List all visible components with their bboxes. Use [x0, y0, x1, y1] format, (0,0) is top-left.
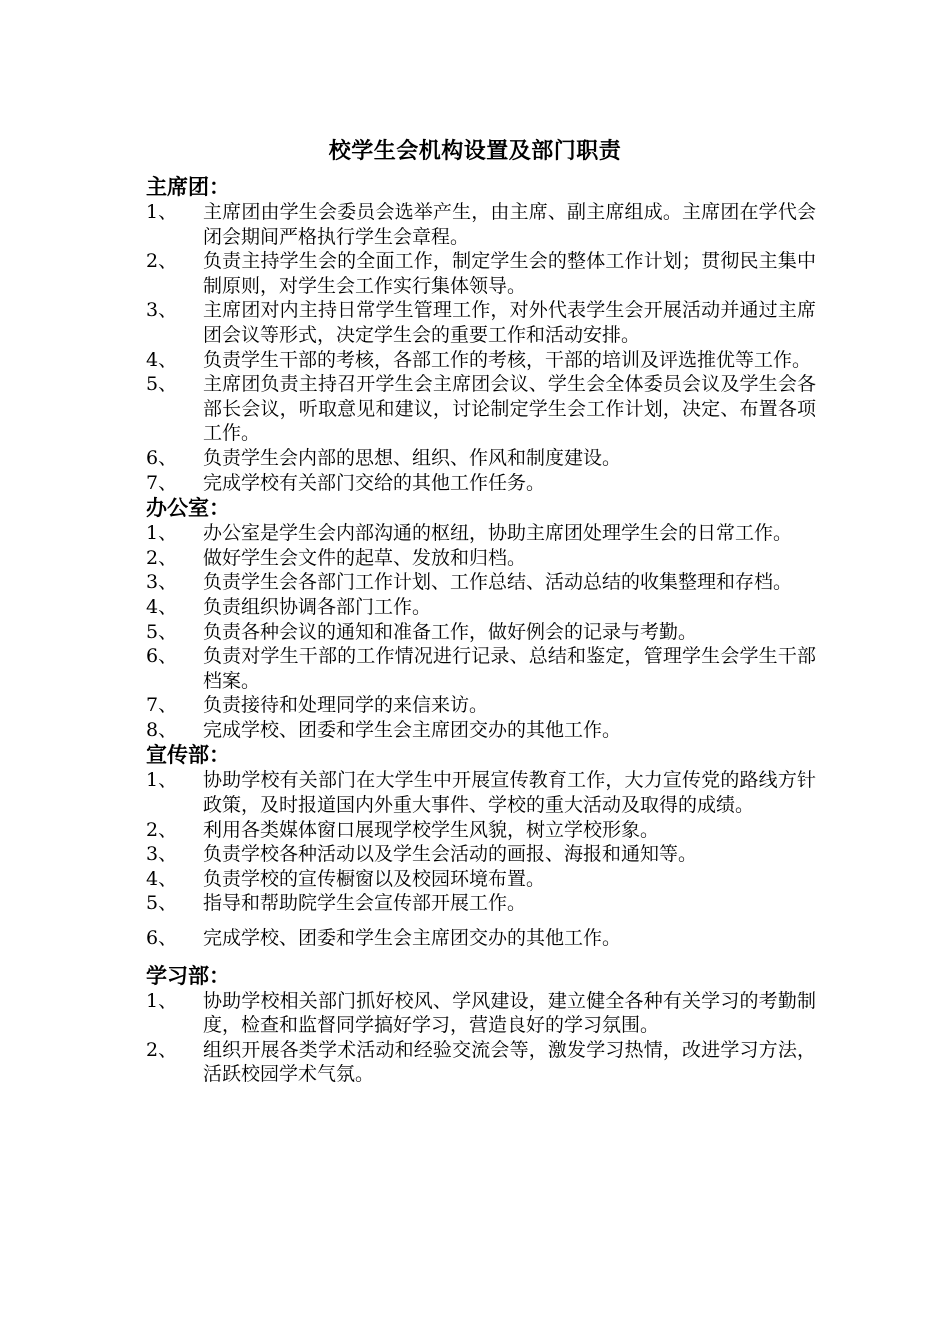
item-number: 6、 [146, 927, 178, 950]
list-item [146, 348, 816, 373]
item-text: 负责对学生干部的工作情况进行记录、总结和鉴定，管理学生会学生干部档案。 [203, 645, 816, 692]
item-number: 1、 [146, 989, 178, 1012]
duty-list [146, 200, 816, 495]
item-number: 1、 [146, 522, 178, 545]
list-item [146, 446, 816, 471]
item-text: 完成学校有关部门交给的其他工作任务。 [203, 471, 546, 494]
item-text: 负责学生干部的考核，各部工作的考核，干部的培训及评选推优等工作。 [203, 348, 812, 371]
item-text: 主席团对内主持日常学生管理工作，对外代表学生会开展活动并通过主席团会议等形式，决定学生会的重要工作和活动安排。 [203, 299, 816, 346]
list-item [146, 249, 816, 298]
section-presidium [146, 174, 816, 495]
list-item [146, 570, 816, 595]
item-number: 3、 [146, 571, 178, 594]
list-item [146, 1038, 816, 1087]
list-item [146, 718, 816, 743]
list-item [146, 989, 816, 1038]
section-heading: 主席团： [146, 174, 230, 199]
item-text: 负责学校的宣传橱窗以及校园环境布置。 [203, 867, 546, 890]
item-text: 负责学生会内部的思想、组织、作风和制度建设。 [203, 446, 622, 469]
list-item [146, 620, 816, 645]
item-number: 5、 [146, 892, 178, 915]
item-number: 5、 [146, 620, 178, 643]
list-item [146, 595, 816, 620]
item-text: 办公室是学生会内部沟通的枢纽，协助主席团处理学生会的日常工作。 [203, 522, 793, 545]
list-item [146, 471, 816, 496]
duty-list [146, 521, 816, 742]
item-text: 做好学生会文件的起草、发放和归档。 [203, 546, 527, 569]
list-item [146, 867, 816, 892]
item-number: 2、 [146, 818, 178, 841]
list-item [146, 521, 816, 546]
item-text: 负责学生会各部门工作计划、工作总结、活动总结的收集整理和存档。 [203, 571, 793, 594]
document-body [146, 174, 816, 1087]
item-number: 2、 [146, 1038, 178, 1061]
item-number: 2、 [146, 546, 178, 569]
list-item [146, 926, 816, 951]
item-number: 6、 [146, 645, 178, 668]
item-text: 完成学校、团委和学生会主席团交办的其他工作。 [203, 927, 622, 950]
item-text: 负责主持学生会的全面工作，制定学生会的整体工作计划；贯彻民主集中制原则，对学生会工作实行集体领导。 [203, 250, 816, 297]
item-number: 7、 [146, 471, 178, 494]
list-item [146, 372, 816, 446]
item-number: 2、 [146, 250, 178, 273]
item-number: 3、 [146, 299, 178, 322]
list-item [146, 298, 816, 347]
list-item [146, 842, 816, 867]
item-number: 8、 [146, 718, 178, 741]
list-item [146, 768, 816, 817]
item-number: 4、 [146, 348, 178, 371]
item-text: 负责组织协调各部门工作。 [203, 595, 432, 618]
section-office [146, 495, 816, 742]
item-text: 指导和帮助院学生会宣传部开展工作。 [203, 892, 527, 915]
duty-list [146, 768, 816, 950]
item-text: 利用各类媒体窗口展现学校学生风貌，树立学校形象。 [203, 818, 660, 841]
list-item [146, 818, 816, 843]
item-text: 组织开展各类学术活动和经验交流会等，激发学习热情，改进学习方法，活跃校园学术气氛。 [203, 1038, 816, 1086]
list-item [146, 644, 816, 693]
document-title: 校学生会机构设置及部门职责 [328, 138, 622, 164]
section-publicity [146, 742, 816, 950]
section-study [146, 963, 816, 1087]
item-number: 4、 [146, 867, 178, 890]
section-heading: 办公室： [146, 495, 230, 521]
item-number: 1、 [146, 769, 178, 792]
list-item [146, 200, 816, 249]
list-item [146, 891, 816, 916]
item-text: 负责各种会议的通知和准备工作，做好例会的记录与考勤。 [203, 620, 698, 643]
item-text: 完成学校、团委和学生会主席团交办的其他工作。 [203, 718, 622, 741]
item-number: 7、 [146, 694, 178, 717]
item-text: 负责学校各种活动以及学生会活动的画报、海报和通知等。 [203, 843, 698, 866]
section-heading: 宣传部： [146, 742, 230, 768]
item-text: 主席团负责主持召开学生会主席团会议、学生会全体委员会议及学生会各部长会议，听取意见和建议，讨论制定学生会工作计划，决定、布置各项工作。 [203, 373, 816, 445]
item-number: 4、 [146, 595, 178, 618]
item-number: 3、 [146, 843, 178, 866]
item-text: 协助学校相关部门抓好校风、学风建设，建立健全各种有关学习的考勤制度，检查和监督同学搞好学习，营造良好的学习氛围。 [203, 989, 816, 1037]
list-item [146, 693, 816, 718]
duty-list [146, 989, 816, 1087]
item-text: 主席团由学生会委员会选举产生，由主席、副主席组成。主席团在学代会闭会期间严格执行学生会章程。 [203, 201, 816, 248]
item-number: 1、 [146, 201, 178, 223]
item-text: 负责接待和处理同学的来信来访。 [203, 694, 489, 717]
item-number: 6、 [146, 446, 178, 469]
section-heading: 学习部： [146, 962, 230, 988]
item-text: 协助学校有关部门在大学生中开展宣传教育工作，大力宣传党的路线方针政策，及时报道国内外重大事件、学校的重大活动及取得的成绩。 [203, 769, 816, 817]
list-item [146, 546, 816, 571]
item-number: 5、 [146, 373, 178, 396]
